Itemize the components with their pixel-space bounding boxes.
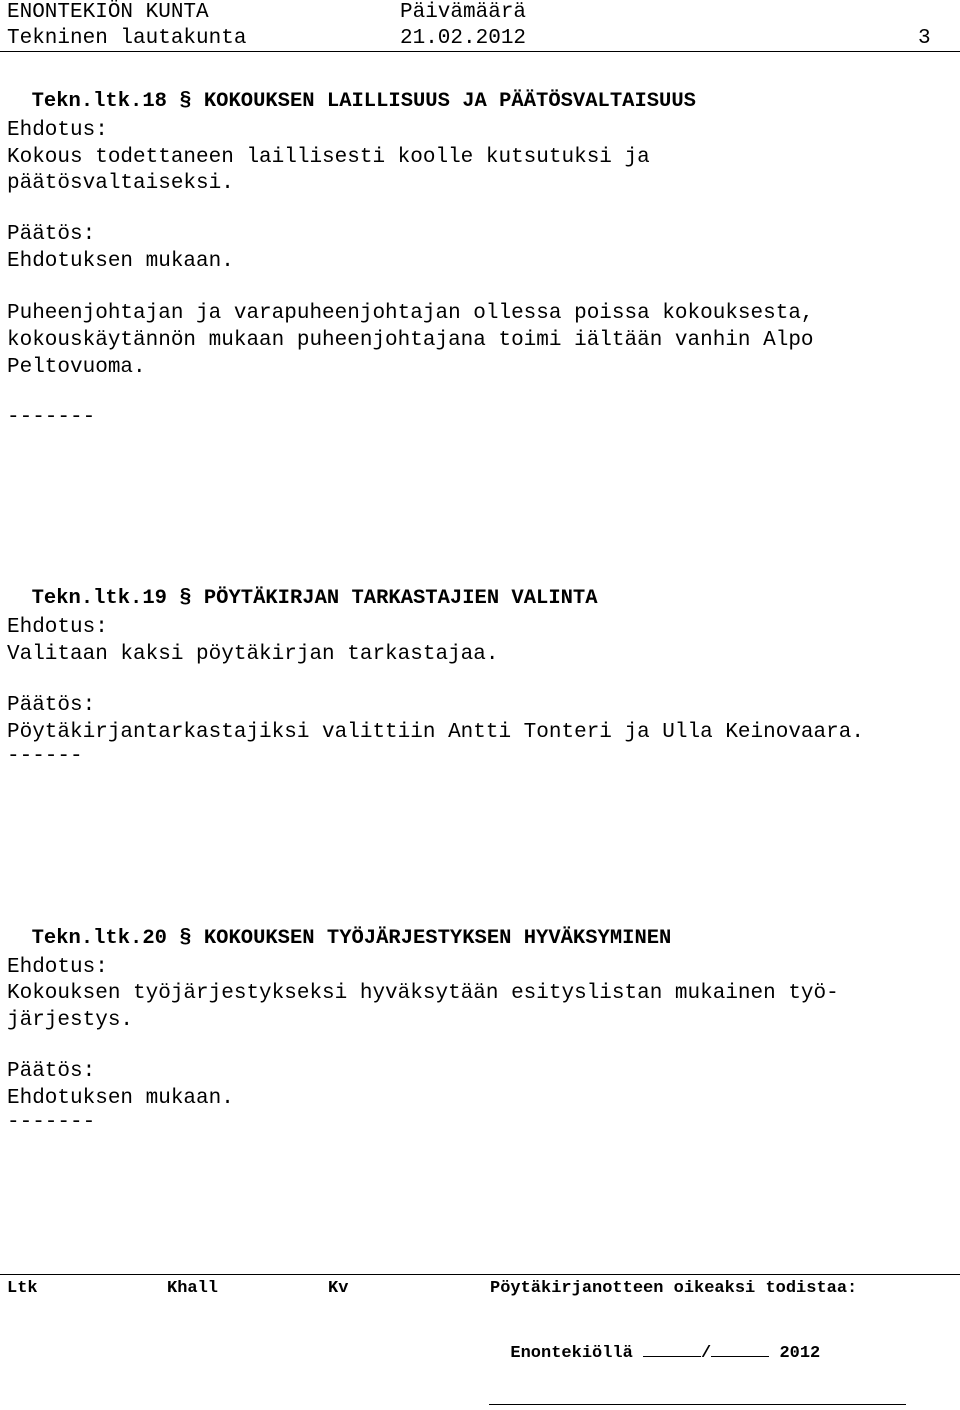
proposal-text: järjestys. [7, 1009, 134, 1032]
note-text: Peltovuoma. [7, 356, 146, 379]
date-label: Päivämäärä [400, 1, 527, 24]
certification-label: Pöytäkirjanotteen oikeaksi todistaa: [490, 1279, 858, 1298]
day-blank [643, 1342, 701, 1357]
decision-label: Päätös: [7, 223, 96, 246]
section-separator: ------- [7, 1111, 96, 1134]
board-name: Tekninen lautakunta [7, 27, 247, 50]
place-name: Enontekiöllä [510, 1344, 633, 1363]
proposal-text: Kokouksen työjärjestykseksi hyväksytään esityslistan mukainen työ- [7, 982, 839, 1005]
section-id: Tekn.ltk.18 [31, 90, 167, 113]
section-id: Tekn.ltk.19 [31, 587, 167, 610]
section-symbol: § [179, 587, 192, 610]
section-heading-19 [7, 563, 598, 611]
year: 2012 [779, 1344, 821, 1363]
decision-text: Ehdotuksen mukaan. [7, 250, 234, 273]
decision-text: Ehdotuksen mukaan. [7, 1087, 234, 1110]
proposal-text: Valitaan kaksi pöytäkirjan tarkastajaa. [7, 643, 499, 666]
date-slash: / [701, 1344, 712, 1363]
decision-label: Päätös: [7, 694, 96, 717]
month-blank [711, 1342, 769, 1357]
signature-line [489, 1404, 906, 1405]
footer-rule [0, 1274, 960, 1275]
footer-kv: Kv [328, 1279, 349, 1298]
footer-ltk: Ltk [7, 1279, 38, 1298]
decision-label: Päätös: [7, 1060, 96, 1083]
meeting-date: 21.02.2012 [400, 27, 527, 50]
section-title: KOKOUKSEN LAILLISUUS JA PÄÄTÖSVALTAISUUS [203, 90, 696, 113]
page-number: 3 [918, 27, 931, 50]
note-text: Puheenjohtajan ja varapuheenjohtajan ollessa poissa kokouksesta, [7, 302, 814, 325]
header-rule [0, 51, 960, 52]
section-id: Tekn.ltk.20 [31, 927, 167, 950]
section-title: PÖYTÄKIRJAN TARKASTAJIEN VALINTA [203, 587, 598, 610]
section-title: KOKOUKSEN TYÖJÄRJESTYKSEN HYVÄKSYMINEN [203, 927, 672, 950]
section-separator: ------ [7, 745, 83, 768]
section-separator: ------- [7, 406, 96, 429]
proposal-label: Ehdotus: [7, 119, 108, 142]
proposal-label: Ehdotus: [7, 616, 108, 639]
decision-text: Pöytäkirjantarkastajiksi valittiin Antti Tonteri ja Ulla Keinovaara. [7, 721, 864, 744]
certification-date-line [490, 1322, 820, 1364]
section-symbol: § [179, 927, 192, 950]
proposal-label: Ehdotus: [7, 956, 108, 979]
proposal-text: Kokous todettaneen laillisesti koolle kutsutuksi ja [7, 146, 650, 169]
section-heading-20 [7, 903, 671, 951]
proposal-text: päätösvaltaiseksi. [7, 172, 234, 195]
footer-khall: Khall [167, 1279, 219, 1298]
organization-name: ENONTEKIÖN KUNTA [7, 1, 209, 24]
section-symbol: § [179, 90, 192, 113]
note-text: kokouskäytännön mukaan puheenjohtajana toimi iältään vanhin Alpo [7, 329, 814, 352]
section-heading-18 [7, 66, 696, 114]
